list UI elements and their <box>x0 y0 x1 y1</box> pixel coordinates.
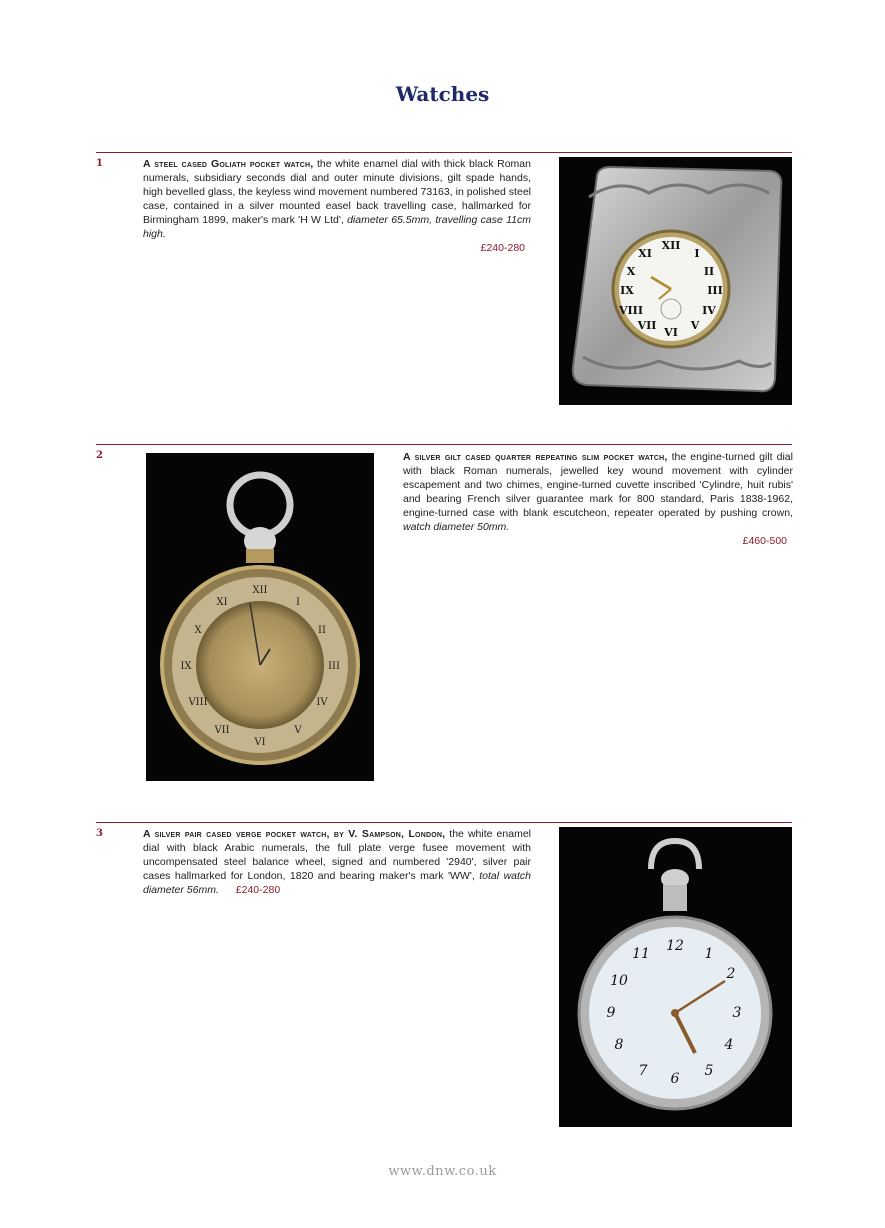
svg-text:8: 8 <box>614 1037 624 1053</box>
lot-number: 1 <box>96 158 103 169</box>
page-title: Watches <box>395 82 490 106</box>
lot-dimensions: watch diameter 50mm. <box>403 521 510 533</box>
lot-title: A silver pair cased verge pocket watch, by V. Sampson, London, <box>143 828 446 840</box>
lot-estimate: £460-500 <box>742 535 787 547</box>
svg-text:IV: IV <box>316 697 328 708</box>
svg-text:9: 9 <box>606 1005 616 1021</box>
svg-text:V: V <box>690 319 700 332</box>
lot-dimensions: total watch diameter 56mm. <box>143 870 531 896</box>
svg-text:VI: VI <box>664 326 678 339</box>
svg-text:VIII: VIII <box>188 697 208 708</box>
svg-text:VIII: VIII <box>619 304 643 317</box>
svg-text:I: I <box>296 597 300 608</box>
svg-text:1: 1 <box>704 946 714 962</box>
svg-text:3: 3 <box>732 1005 742 1021</box>
svg-text:2: 2 <box>726 966 736 982</box>
lot-body: the engine-turned gilt dial with black Roman numerals, jewelled key wound movement with cylinder escapement and two chimes, engine-turned cuvette inscribed 'Cylindre, huit rubis' and bearing French silver guarantee mark for 800 standard, Paris 1838-1962, engine-turned case with blank escutcheon, repeater operated by pushing crown, <box>403 451 793 519</box>
svg-text:6: 6 <box>670 1071 680 1087</box>
svg-text:III: III <box>328 661 340 672</box>
svg-text:X: X <box>194 625 202 636</box>
svg-text:10: 10 <box>610 973 628 989</box>
lot-estimate: £240-280 <box>480 242 525 254</box>
svg-text:11: 11 <box>632 946 650 962</box>
svg-text:VII: VII <box>637 319 657 332</box>
svg-text:5: 5 <box>704 1063 714 1079</box>
svg-text:II: II <box>703 265 715 278</box>
svg-text:IX: IX <box>180 661 192 672</box>
lot-estimate: £240-280 <box>235 884 281 896</box>
svg-text:XI: XI <box>216 597 228 608</box>
svg-text:II: II <box>318 625 326 636</box>
footer-website: www.dnw.co.uk <box>388 1164 497 1179</box>
lot-number: 3 <box>96 828 103 839</box>
lot-body: the white enamel dial with thick black Roman numerals, subsidiary seconds dial and outer minute divisions, gilt spade hands, high bevelled glass, the keyless wind movement numbered 73163, in polished steel case, contained in a silver mounted easel back travelling case, hallmarked for Birmingham 1899, maker's mark 'H W Ltd', <box>143 158 531 226</box>
lot-description <box>403 450 793 548</box>
lot-number: 2 <box>96 450 103 461</box>
svg-text:X: X <box>626 265 636 278</box>
svg-text:XII: XII <box>661 239 681 252</box>
svg-text:I: I <box>694 247 700 260</box>
svg-text:12: 12 <box>666 938 684 954</box>
lot-description <box>143 157 531 255</box>
lot-divider <box>96 152 792 153</box>
lot-title: A silver gilt cased quarter repeating slim pocket watch, <box>403 451 668 463</box>
svg-text:IV: IV <box>702 304 716 317</box>
gilt-watch-photo <box>146 453 374 781</box>
lot-title: A steel cased Goliath pocket watch, <box>143 158 314 170</box>
goliath-pocket-watch-icon <box>559 157 792 405</box>
svg-text:V: V <box>294 725 302 736</box>
lot-body: the white enamel dial with black Arabic numerals, the full plate verge fusee movement with uncompensated steel balance wheel, signed and numbered '2940', silver pair cases hallmarked for London, 1820 and bearing maker's mark 'WW', <box>143 828 531 882</box>
lot-divider <box>96 444 792 445</box>
repeating-pocket-watch-icon <box>146 453 374 781</box>
lot-divider <box>96 822 792 823</box>
lot-description <box>143 827 531 897</box>
verge-watch-photo <box>559 827 792 1127</box>
svg-text:XI: XI <box>638 247 652 260</box>
svg-text:VI: VI <box>254 737 266 748</box>
verge-pocket-watch-icon <box>559 827 792 1127</box>
svg-text:III: III <box>707 284 723 297</box>
svg-text:4: 4 <box>724 1037 734 1053</box>
svg-text:IX: IX <box>620 284 634 297</box>
goliath-watch-photo <box>559 157 792 405</box>
svg-text:7: 7 <box>638 1063 648 1079</box>
svg-text:VII: VII <box>214 725 230 736</box>
svg-text:XII: XII <box>252 585 268 596</box>
lot-dimensions: diameter 65.5mm, travelling case 11cm high. <box>143 214 531 240</box>
